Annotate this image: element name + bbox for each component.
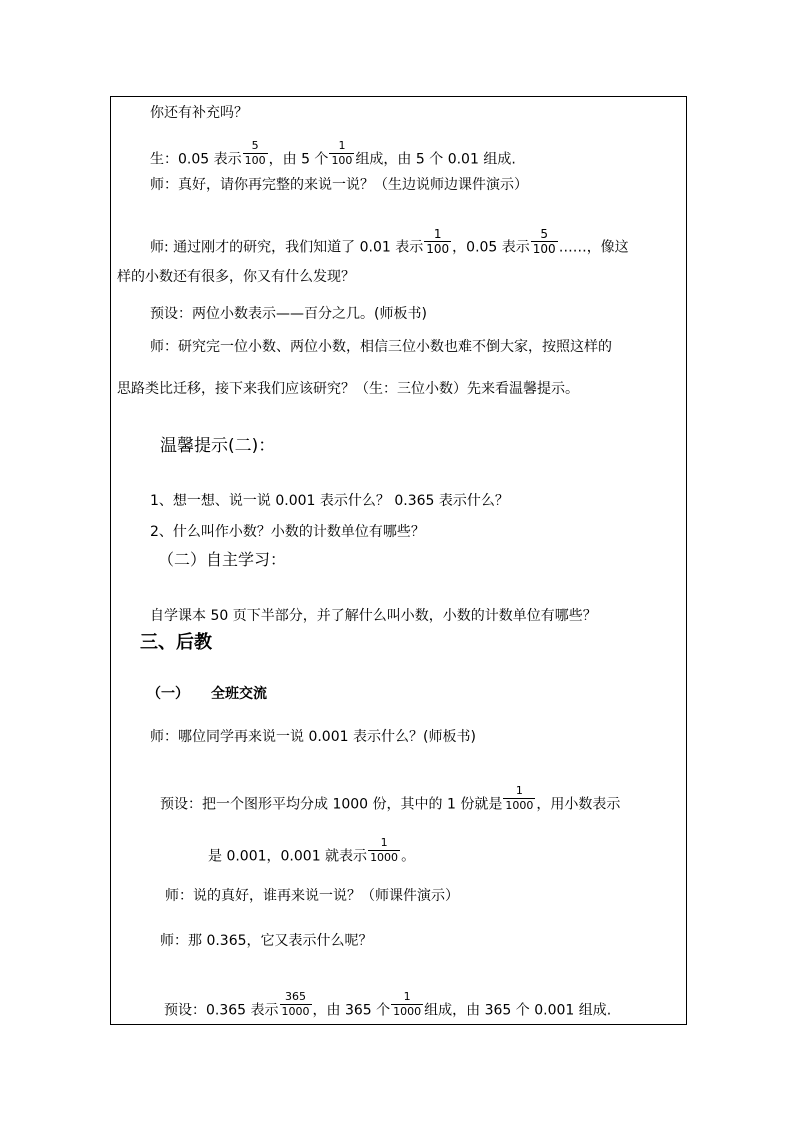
text-line — [208, 836, 416, 870]
text-line: 自学课本 50 页下半部分，并了解什么叫小数，小数的计数单位有哪些？ — [150, 608, 597, 624]
text-line: 师：那 0.365，它又表示什么呢？ — [160, 933, 373, 949]
text-segment: 师: 通过刚才的研究，我们知道了 0.01 表示 — [150, 239, 424, 256]
denominator: 1000 — [281, 1005, 310, 1018]
denominator: 100 — [331, 154, 353, 167]
fraction — [280, 991, 312, 1018]
subsection-label: 全班交流 — [211, 686, 267, 702]
denominator: 1000 — [393, 1005, 422, 1018]
text-segment: 组成，由 5 个 0.01 组成. — [355, 151, 516, 168]
section-heading: （二）自主学习： — [158, 550, 287, 569]
numerator: 1 — [424, 228, 451, 242]
text-segment: 是 0.001，0.001 就表示 — [208, 848, 368, 865]
denominator: 100 — [244, 154, 266, 167]
text-segment: ，用小数表示 — [536, 796, 621, 813]
numerator: 5 — [243, 140, 268, 154]
text-line — [160, 784, 621, 818]
text-segment: ，由 5 个 — [268, 151, 329, 168]
numerator: 5 — [531, 228, 558, 242]
text-line — [150, 227, 629, 261]
text-segment: ……，像这 — [558, 239, 629, 256]
list-item: 2、什么叫作小数？小数的计数单位有哪些？ — [150, 524, 425, 540]
text-segment: ，由 365 个 — [312, 1002, 391, 1019]
denominator: 1000 — [505, 799, 534, 812]
text-line: 预设：两位小数表示——百分之几。(师板书) — [150, 306, 427, 322]
text-segment: 生：0.05 表示 — [150, 151, 242, 168]
text-line: 样的小数还有很多，你又有什么发现？ — [117, 269, 355, 285]
denominator: 100 — [532, 242, 556, 256]
text-segment: 预设：把一个图形平均分成 1000 份，其中的 1 份就是 — [160, 796, 503, 813]
fraction — [243, 140, 268, 167]
fraction — [424, 228, 451, 255]
text-line: 师：哪位同学再来说一说 0.001 表示什么？(师板书) — [150, 729, 476, 745]
fraction — [368, 837, 400, 864]
numerator: 1 — [329, 140, 354, 154]
numerator: 1 — [391, 991, 423, 1005]
text-line — [150, 139, 516, 173]
text-line: 你还有补充吗？ — [150, 105, 248, 121]
fraction — [531, 228, 558, 255]
text-line: 思路类比迁移，接下来我们应该研究？（生：三位小数）先来看温馨提示。 — [117, 381, 579, 397]
numerator: 1 — [503, 785, 535, 799]
text-line — [164, 990, 612, 1024]
numerator: 1 — [368, 837, 400, 851]
section-heading: 温馨提示(二)： — [160, 436, 276, 456]
section-title: 三、后教 — [140, 632, 212, 653]
text-line: 师：说的真好，谁再来说一说？（师课件演示） — [165, 888, 459, 904]
fraction — [503, 785, 535, 812]
text-segment: 预设：0.365 表示 — [164, 1002, 279, 1019]
denominator: 100 — [426, 242, 450, 256]
fraction — [329, 140, 354, 167]
text-segment: 。 — [401, 848, 416, 865]
subsection-title — [147, 685, 267, 703]
list-item: 1、想一想、说一说 0.001 表示什么？ 0.365 表示什么？ — [150, 493, 509, 509]
text-line: 师：研究完一位小数、两位小数，相信三位小数也难不倒大家，按照这样的 — [150, 339, 612, 355]
denominator: 1000 — [370, 851, 399, 864]
fraction — [391, 991, 423, 1018]
text-segment: ，0.05 表示 — [452, 239, 530, 256]
numerator: 365 — [280, 991, 312, 1005]
subsection-number: （一） — [147, 686, 189, 702]
text-segment: 组成，由 365 个 0.001 组成. — [424, 1002, 612, 1019]
text-line: 师：真好，请你再完整的来说一说？（生边说师边课件演示） — [150, 177, 528, 193]
